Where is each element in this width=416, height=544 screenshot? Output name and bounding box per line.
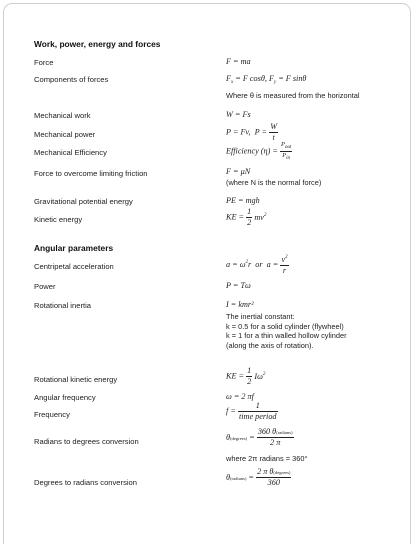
inertia-note	[226, 312, 347, 350]
radians-subscript-top: (radians)	[276, 430, 293, 435]
section-heading-angular: Angular parameters	[34, 243, 114, 253]
row-label-components: Components of forces	[34, 75, 109, 84]
degrees-subscript: (degrees)	[230, 435, 248, 441]
friction-note: (where N is the normal force)	[226, 178, 322, 187]
formula-rot-ke: KE = $\frac{1}{2}$ $I\omega^2$	[226, 366, 266, 387]
formula-inertia-text: I = kmr²	[226, 300, 254, 309]
row-label-frequency: Frequency	[34, 410, 70, 419]
row-label-work: Mechanical work	[34, 111, 91, 120]
formula-sheet	[3, 3, 411, 544]
inertia-note-line-1: The inertial constant:	[226, 312, 295, 321]
row-label-rad-to-deg: Radians to degrees conversion	[34, 437, 139, 446]
section-heading-work: Work, power, energy and forces	[34, 39, 161, 49]
formula-components: $F_x = F$ cosθ, $F_y = F$ sinθ	[226, 74, 307, 85]
row-label-friction: Force to overcome limiting friction	[34, 169, 148, 178]
formula-friction	[226, 167, 250, 176]
formula-ke: KE = $\frac{1}{2}$ $mv^2$	[226, 207, 267, 228]
formula-force-text: F = ma	[226, 57, 251, 66]
time-period-text: time period	[238, 412, 277, 422]
formula-gpe-text: PE = mgh	[226, 196, 260, 205]
formula-work	[226, 110, 251, 119]
formula-ang-power-text: P = Tω	[226, 281, 251, 290]
formula-centripetal: $a = \omega^2r$ or a = $\frac{v^2}{r}$	[226, 255, 288, 276]
radians-subscript: (radians)	[230, 475, 247, 481]
inertia-note-line-2: k = 0.5 for a solid cylinder (flywheel)	[226, 321, 344, 331]
formula-ang-power	[226, 281, 251, 290]
formula-ang-freq-text: ω = 2 πf	[226, 392, 254, 401]
formula-rad-to-deg: θ(degrees) = $\frac{\text{360 θ(radians)}}{2 \pi}$	[226, 427, 293, 448]
formula-force	[226, 57, 251, 66]
formula-power: P = Fv, P = $\frac{W}{t}$	[226, 122, 278, 143]
formula-inertia	[226, 300, 254, 309]
inertia-note-line-3: k = 1 for a thin walled hollow cylinder	[226, 331, 347, 341]
formula-efficiency: Efficiency (η) = $\frac{P_{out}}{P_{in}}$	[226, 141, 292, 161]
components-note: Where θ is measured from the horizontal	[226, 91, 360, 100]
formula-friction-text: F = μN	[226, 167, 251, 176]
row-label-force: Force	[34, 58, 54, 67]
row-label-ang-freq: Angular frequency	[34, 393, 96, 402]
row-label-ke: Kinetic energy	[34, 215, 83, 224]
inertia-note-line-4: (along the axis of rotation).	[226, 340, 314, 350]
row-label-gpe: Gravitational potential energy	[34, 197, 133, 206]
formula-frequency: f = $\frac{1}{\text{time period}}$	[226, 401, 277, 422]
row-label-centripetal: Centripetal acceleration	[34, 262, 114, 271]
degrees-subscript-top: (degrees)	[273, 470, 291, 475]
formula-work-text: W = Fs	[226, 110, 251, 119]
formula-deg-to-rad: θ(radians) = $\frac{\text{2 π θ(degrees)}}{360}$	[226, 467, 291, 488]
formula-ang-freq	[226, 392, 254, 401]
row-label-rot-ke: Rotational kinetic energy	[34, 375, 118, 384]
formula-gpe	[226, 196, 260, 205]
row-label-ang-power: Power	[34, 282, 56, 291]
row-label-inertia: Rotational inertia	[34, 301, 91, 310]
row-label-power: Mechanical power	[34, 130, 96, 139]
row-label-efficiency: Mechanical Efficiency	[34, 148, 107, 157]
row-label-deg-to-rad: Degrees to radians conversion	[34, 478, 137, 487]
rad-note: where 2π radians = 360°	[226, 454, 308, 463]
